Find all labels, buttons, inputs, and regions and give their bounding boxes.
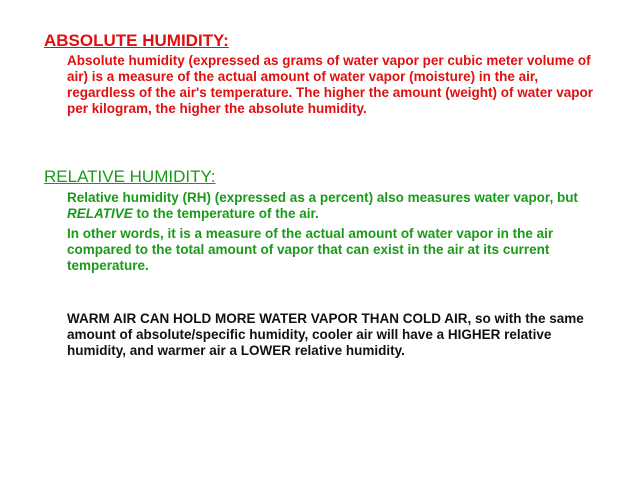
warm-cold-air-note: WARM AIR CAN HOLD MORE WATER VAPOR THAN COLD AIR, so with the same amount of absolute/specific humidity, cooler air will have a HIGHER relative humidity, and warmer air a LOWER relative humidity. (67, 311, 584, 358)
relative-text-end: to the temperature of the air. (132, 206, 319, 221)
relative-text-start: Relative humidity (RH) (expressed as a percent) also measures water vapor, but (67, 190, 578, 205)
relative-humidity-heading: RELATIVE HUMIDITY: (44, 167, 216, 186)
absolute-humidity-definition: Absolute humidity (expressed as grams of water vapor per cubic meter volume of air) is a measure of the actual amount of water vapor (moisture) in the air, regardless of the air's temperature. The higher the amount (weight) of water vapor per kilogram, the higher the absolute humidity. (67, 53, 594, 116)
relative-emphasis: RELATIVE (67, 206, 133, 221)
relative-humidity-explanation: In other words, it is a measure of the actual amount of water vapor in the air compared to the total amount of vapor that can exist in the air at its current temperature. (67, 226, 554, 273)
absolute-humidity-heading: ABSOLUTE HUMIDITY: (44, 31, 229, 50)
relative-humidity-definition (67, 190, 607, 222)
